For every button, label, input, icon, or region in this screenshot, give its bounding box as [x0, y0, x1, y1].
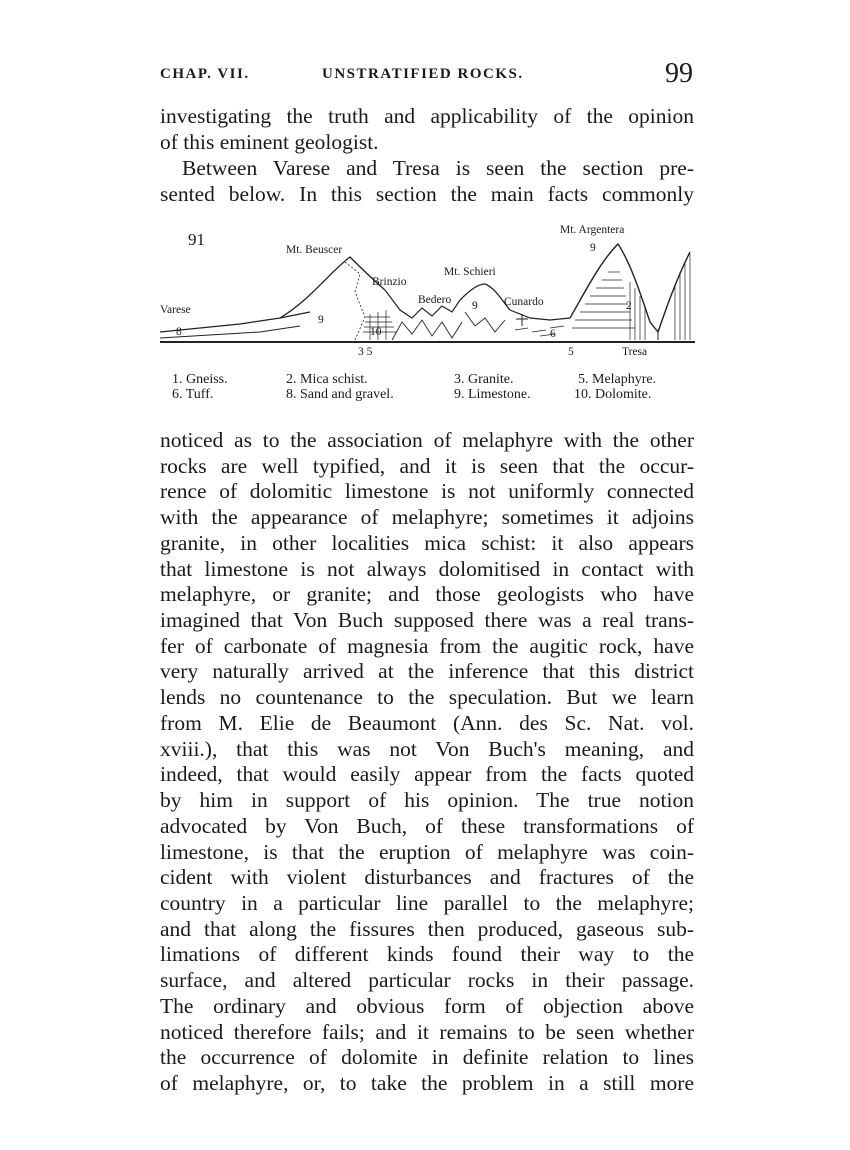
legend-item: 3. Granite.	[454, 372, 514, 387]
rock-number-label: 5	[568, 346, 574, 358]
section-diagram	[160, 222, 700, 362]
text-line: with the appearance of melaphyre; sometimes it adjoins	[160, 505, 694, 530]
text-line: rocks are well typified, and it is seen that the occur-	[160, 453, 694, 478]
mt-schieri-outline	[460, 284, 510, 310]
label-mt-schieri: Mt. Schieri	[444, 266, 496, 278]
text-line: lends no countenance to the speculation. But we learn	[160, 685, 694, 710]
text-line: melaphyre, or granite; and those geologists who have	[160, 582, 694, 607]
text-line: Between Varese and Tresa is seen the section pre-	[182, 156, 694, 180]
figure-number: 91	[188, 230, 205, 249]
rock-number-label: 9	[590, 242, 596, 254]
text-line: the occurrence of dolomite in definite relation to lines	[160, 1045, 694, 1070]
text-line: very naturally arrived at the inference that this district	[160, 659, 694, 684]
text-line: advocated by Von Buch, of these transformations of	[160, 813, 694, 838]
legend-item: 9. Limestone.	[454, 387, 531, 402]
chapter-title: UNSTRATIFIED ROCKS.	[322, 66, 524, 82]
mica-schist-hatching	[572, 254, 690, 340]
paragraph-3	[160, 428, 694, 1097]
text-line: indeed, that would easily appear from the facts quoted	[160, 762, 694, 787]
label-brinzio: Brinzio	[372, 276, 407, 288]
rock-number-label: 2	[626, 300, 632, 312]
legend-item: 8. Sand and gravel.	[286, 387, 394, 402]
chapter-label: CHAP. VII.	[160, 66, 250, 82]
paragraph-1	[160, 104, 694, 155]
text-line: The ordinary and obvious form of objection above	[160, 993, 694, 1018]
text-line: fer of carbonate of magnesia from the augitic rock, have	[160, 633, 694, 658]
text-line: of melaphyre, or, to take the problem in a still more	[160, 1070, 694, 1095]
rock-number-label: 3 5	[358, 346, 373, 358]
text-line: from M. Elie de Beaumont (Ann. des Sc. Nat. vol.	[160, 710, 694, 735]
rock-number-label: 6	[550, 328, 556, 340]
text-line: granite, in other localities mica schist: it also appears	[160, 530, 694, 555]
rock-number-label: 8	[176, 326, 182, 338]
label-bedero: Bedero	[418, 294, 452, 306]
running-head	[160, 58, 695, 92]
legend-item: 5. Melaphyre.	[578, 372, 657, 387]
granite-zigzag	[392, 320, 462, 340]
text-line: country in a particular line parallel to the melaphyre;	[160, 890, 694, 915]
text-line: xviii.), that this was not Von Buch's meaning, and	[160, 736, 694, 761]
mt-beuscer-outline	[280, 257, 385, 318]
label-tresa: Tresa	[622, 346, 648, 358]
sand-gravel-dashes	[515, 326, 564, 336]
label-cunardo: Cunardo	[504, 296, 544, 308]
text-line: imagined that Von Buch supposed there was a real trans-	[160, 608, 694, 633]
text-line: limestone, is that the eruption of melaphyre was coin-	[160, 839, 694, 864]
page-number: 99	[665, 58, 693, 89]
legend-item: 2. Mica schist.	[286, 372, 368, 387]
paragraph-2	[160, 156, 694, 207]
legend-item: 6. Tuff.	[172, 387, 214, 402]
text-line: cident with violent disturbances and fractures of the	[160, 865, 694, 890]
text-line: limations of different kinds found their way to the	[160, 942, 694, 967]
rock-number-label: 9	[472, 300, 478, 312]
legend-item: 1. Gneiss.	[172, 372, 228, 387]
label-mt-beuscer: Mt. Beuscer	[286, 244, 343, 256]
rock-number-label: 9	[318, 314, 324, 326]
text-line: that limestone is not always dolomitised in contact with	[160, 556, 694, 581]
legend-item: 10. Dolomite.	[574, 387, 652, 402]
text-line: and that along the fissures then produced, gaseous sub-	[160, 916, 694, 941]
schieri-zigzag	[465, 312, 505, 332]
text-line: noticed therefore fails; and it remains to be seen whether	[160, 1019, 694, 1044]
geological-section-figure	[160, 222, 700, 362]
text-line: of this eminent geologist.	[160, 129, 379, 154]
text-line: rence of dolomitic limestone is not uniformly connected	[160, 479, 694, 504]
label-varese: Varese	[160, 304, 191, 316]
rock-number-label: 10	[370, 326, 382, 338]
text-line: surface, and altered particular rocks in their passage.	[160, 968, 694, 993]
text-line: sented below. In this section the main facts commonly	[160, 181, 694, 206]
beuscer-dolomite-contact	[345, 262, 365, 340]
text-line: noticed as to the association of melaphyre with the other	[160, 428, 694, 452]
text-line: investigating the truth and applicability of the opinion	[160, 104, 694, 128]
label-mt-argentera: Mt. Argentera	[560, 224, 625, 236]
text-line: by him in support of his opinion. The true notion	[160, 788, 694, 813]
